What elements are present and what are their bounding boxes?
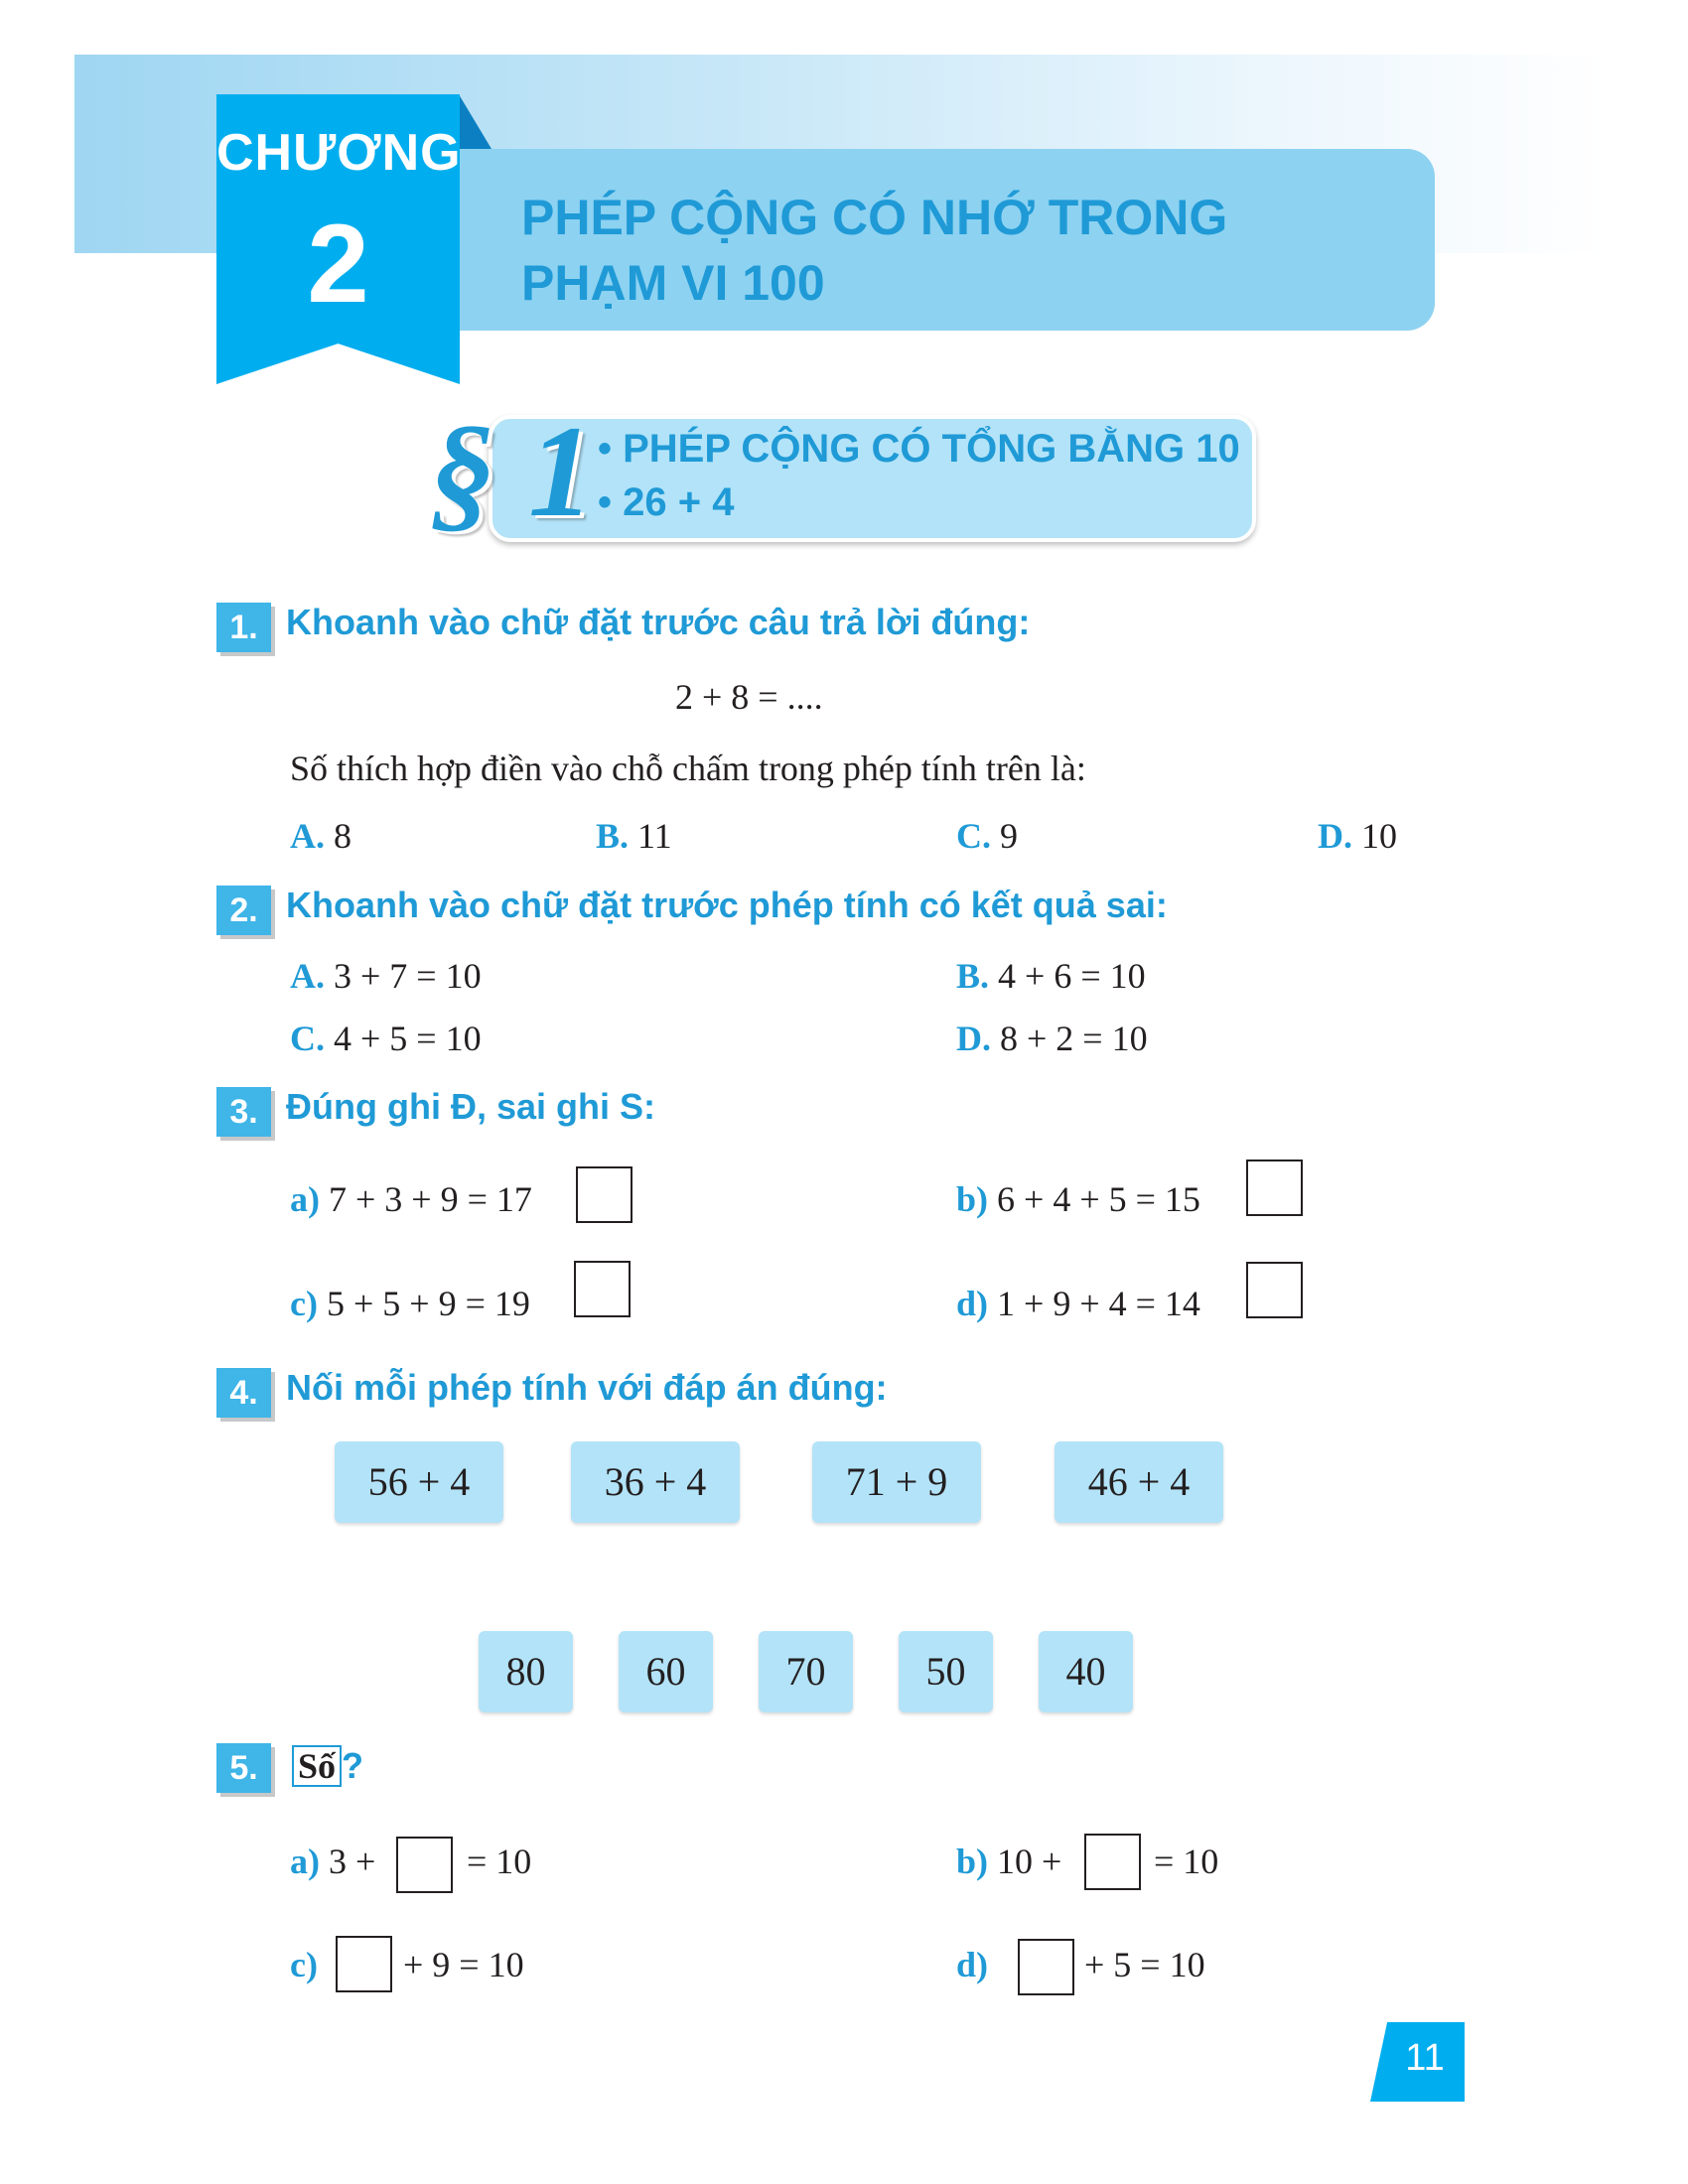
option-text: 8 + 2 = 10 <box>991 1019 1148 1058</box>
q1-expression: 2 + 8 = .... <box>675 677 823 717</box>
question-number-1: 1. <box>216 603 271 652</box>
answer-card[interactable]: 70 <box>759 1631 853 1712</box>
question-number-3: 3. <box>216 1087 271 1137</box>
q3-answer-box-a[interactable] <box>576 1166 633 1223</box>
q5-item-b-after: = 10 <box>1154 1842 1219 1881</box>
option-letter: A. <box>290 956 325 996</box>
q1-prompt: Số thích hợp điền vào chỗ chấm trong phép tính trên là: <box>290 749 1086 788</box>
question-number-2: 2. <box>216 886 271 935</box>
option-text: 8 <box>325 816 352 856</box>
option-text: 3 + 7 = 10 <box>325 956 482 996</box>
q5-blank-box-d[interactable] <box>1018 1939 1074 1995</box>
expression-card[interactable]: 36 + 4 <box>571 1441 740 1523</box>
option-text: 11 <box>629 816 672 856</box>
option-letter: B. <box>596 816 630 856</box>
q5-item-d-after: + 5 = 10 <box>1084 1945 1205 1984</box>
q5-blank-box-a[interactable] <box>396 1837 453 1893</box>
section-line2: • 26 + 4 <box>598 480 735 524</box>
q1-option-a[interactable] <box>290 814 352 858</box>
q5-item-a <box>290 1840 375 1883</box>
option-text: 10 <box>1352 816 1397 856</box>
option-text: 4 + 6 = 10 <box>989 956 1146 996</box>
q5-item-b <box>956 1840 1061 1883</box>
q1-option-c[interactable] <box>956 814 1018 858</box>
option-letter: D. <box>1318 816 1352 856</box>
q1-option-d[interactable] <box>1318 814 1397 858</box>
option-letter: A. <box>290 816 325 856</box>
q3-item-b <box>956 1177 1200 1221</box>
item-letter: b) <box>956 1179 989 1219</box>
q2-option-b[interactable] <box>956 954 1146 998</box>
option-letter: B. <box>956 956 990 996</box>
chapter-word: CHƯƠNG <box>216 124 462 182</box>
q2-option-d[interactable] <box>956 1017 1148 1060</box>
q5-item-c <box>290 1943 318 1986</box>
q3-item-a <box>290 1177 532 1221</box>
section-line1: • PHÉP CỘNG CÓ TỔNG BẰNG 10 <box>598 427 1240 471</box>
item-before: 10 + <box>988 1842 1062 1881</box>
expression-card[interactable]: 56 + 4 <box>335 1441 503 1523</box>
expression-card[interactable]: 46 + 4 <box>1055 1441 1223 1523</box>
q3-answer-box-c[interactable] <box>574 1261 631 1317</box>
item-letter: b) <box>956 1842 989 1881</box>
question-number-5: 5. <box>216 1743 271 1793</box>
q3-answer-box-b[interactable] <box>1246 1160 1303 1216</box>
item-letter: c) <box>290 1284 318 1323</box>
q3-item-c <box>290 1282 530 1325</box>
q3-item-d <box>956 1282 1200 1325</box>
item-text: 6 + 4 + 5 = 15 <box>988 1179 1200 1219</box>
q2-option-a[interactable] <box>290 954 482 998</box>
expression-card[interactable]: 71 + 9 <box>812 1441 981 1523</box>
q5-item-a-after: = 10 <box>467 1842 532 1881</box>
chapter-number: 2 <box>307 202 369 326</box>
q5-item-c-after: + 9 = 10 <box>403 1945 524 1984</box>
q5-blank-box-c[interactable] <box>336 1936 392 1992</box>
option-text: 4 + 5 = 10 <box>325 1019 482 1058</box>
item-letter: d) <box>956 1945 989 1984</box>
answer-card[interactable]: 50 <box>899 1631 993 1712</box>
option-letter: D. <box>956 1019 991 1058</box>
option-letter: C. <box>290 1019 325 1058</box>
q2-option-c[interactable] <box>290 1017 482 1060</box>
item-text: 1 + 9 + 4 = 14 <box>988 1284 1200 1323</box>
q5-item-d <box>956 1943 988 1986</box>
question-title-3: Đúng ghi Đ, sai ghi S: <box>286 1086 655 1127</box>
item-before: 3 + <box>320 1842 376 1881</box>
item-letter: c) <box>290 1945 318 1984</box>
item-text: 5 + 5 + 9 = 19 <box>317 1284 530 1323</box>
question-title-1: Khoanh vào chữ đặt trước câu trả lời đúng: <box>286 602 1031 642</box>
answer-card[interactable]: 80 <box>479 1631 573 1712</box>
item-letter: a) <box>290 1842 320 1881</box>
option-text: 9 <box>991 816 1018 856</box>
question-title-4: Nối mỗi phép tính với đáp án đúng: <box>286 1367 888 1408</box>
q1-option-b[interactable] <box>596 814 672 858</box>
page-number: 11 <box>1405 2037 1445 2079</box>
ribbon-fold <box>459 94 492 149</box>
q3-answer-box-d[interactable] <box>1246 1262 1303 1318</box>
item-letter: d) <box>956 1284 989 1323</box>
item-text: 7 + 3 + 9 = 17 <box>320 1179 532 1219</box>
answer-card[interactable]: 40 <box>1039 1631 1133 1712</box>
chapter-title <box>521 185 1395 316</box>
option-letter: C. <box>956 816 991 856</box>
q5-blank-box-b[interactable] <box>1084 1834 1141 1890</box>
chapter-title-line1: PHÉP CỘNG CÓ NHỚ TRONG <box>521 190 1228 245</box>
so-label-box: Số <box>292 1745 342 1787</box>
question-number-4: 4. <box>216 1368 271 1418</box>
answer-card[interactable]: 60 <box>619 1631 713 1712</box>
question-title-5 <box>292 1744 363 1788</box>
chapter-title-line2: PHẠM VI 100 <box>521 255 825 311</box>
question-mark: ? <box>342 1745 364 1786</box>
item-letter: a) <box>290 1179 320 1219</box>
question-title-2: Khoanh vào chữ đặt trước phép tính có kết quả sai: <box>286 885 1168 925</box>
section-mark: § 1 <box>430 398 594 544</box>
